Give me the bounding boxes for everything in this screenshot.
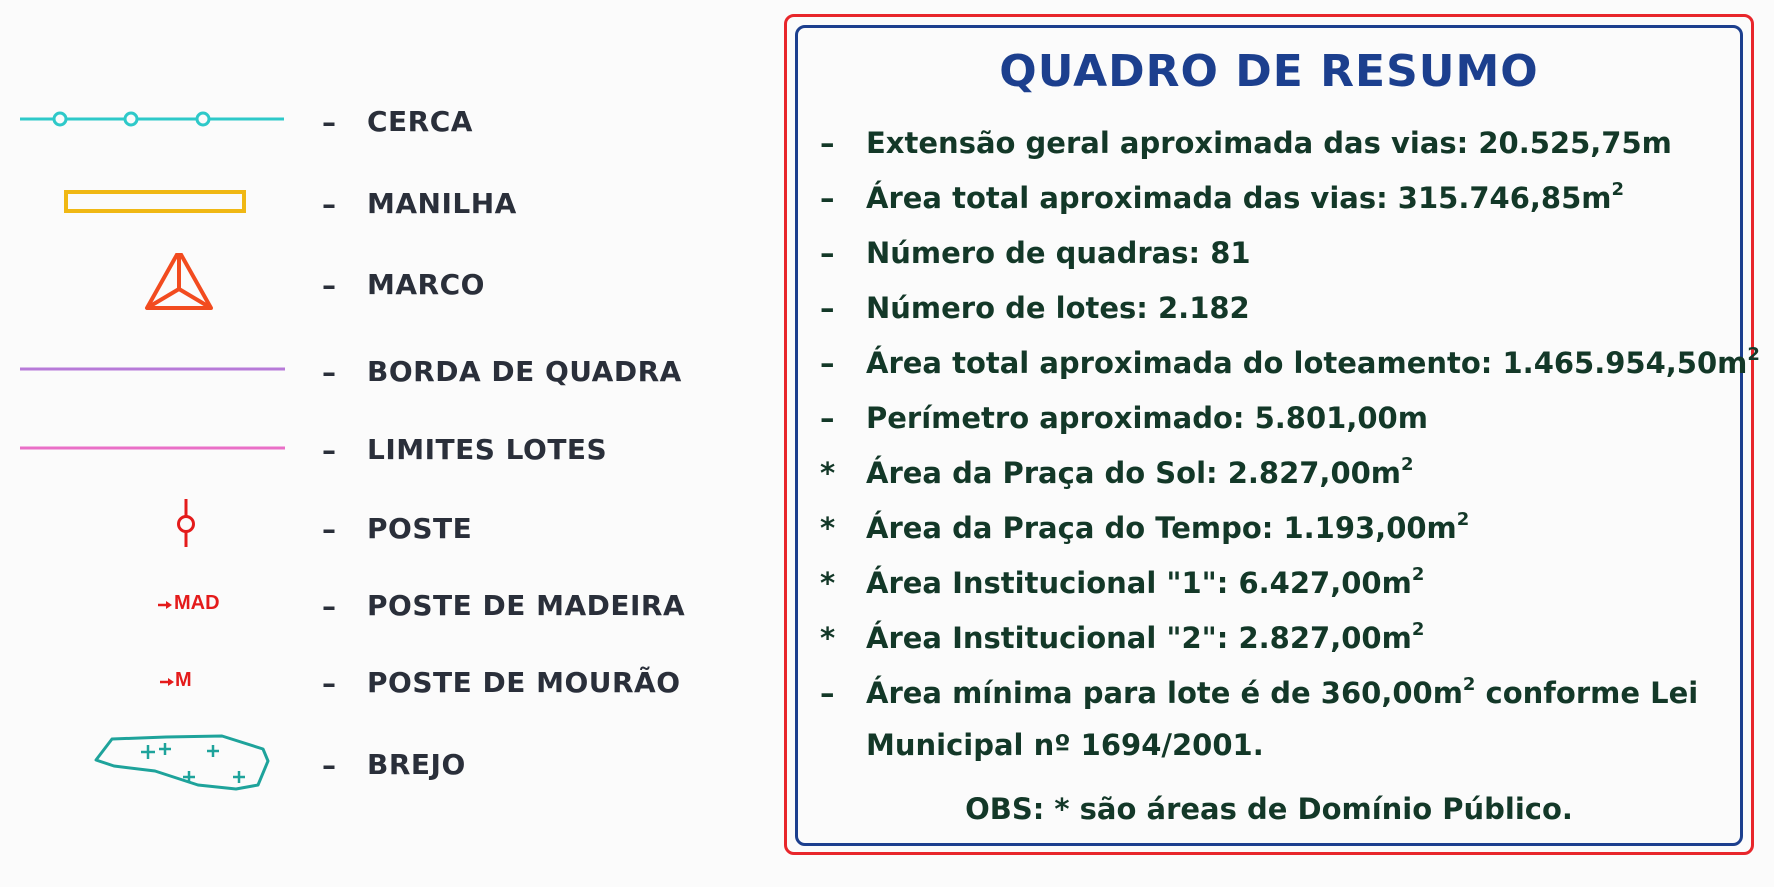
legend-item-manilha <box>0 172 760 232</box>
summary-item-text: Área da Praça do Tempo: 1.193,00m <box>866 511 1457 545</box>
summary-bullet: * <box>820 511 836 545</box>
summary-item-text: Área total aproximada do loteamento: 1.465.954,50m <box>866 346 1748 380</box>
legend-item-poste-de-mourao <box>0 651 760 711</box>
summary-item-text: Área Institucional "1": 6.427,00m <box>866 566 1412 600</box>
legend <box>0 0 760 887</box>
legend-separator: – <box>322 590 336 623</box>
legend-label: POSTE <box>367 512 473 545</box>
legend-separator: – <box>322 106 336 139</box>
summary-item-text: Número de quadras: 81 <box>866 236 1251 270</box>
legend-label: POSTE DE MOURÃO <box>367 666 681 699</box>
legend-label: CERCA <box>367 105 473 138</box>
legend-item-brejo <box>0 733 760 793</box>
wood-pole-symbol-text: MAD <box>174 592 220 614</box>
wood-pole-icon <box>0 574 310 634</box>
summary-item-text: Área da Praça do Sol: 2.827,00m <box>866 456 1402 490</box>
legend-label: BORDA DE QUADRA <box>367 355 682 388</box>
post-symbol-text: M <box>175 669 192 691</box>
superscript: 2 <box>1411 564 1425 585</box>
superscript: 2 <box>1611 179 1625 200</box>
summary-item-text: Número de lotes: 2.182 <box>866 291 1250 325</box>
legend-item-cerca <box>0 90 760 150</box>
summary-item-text-cont: conforme Lei Municipal nº 1694/2001. <box>866 676 1699 762</box>
legend-separator: – <box>322 667 336 700</box>
summary-bullet: – <box>820 676 835 710</box>
summary-item-text: Área Institucional "2": 2.827,00m <box>866 621 1412 655</box>
summary-bullet: – <box>820 401 835 435</box>
pipe-rectangle-icon <box>0 172 310 232</box>
superscript: 2 <box>1462 674 1476 695</box>
legend-item-marco <box>0 253 760 313</box>
legend-separator: – <box>322 269 336 302</box>
summary-item-text: Extensão geral aproximada das vias: 20.525,75m <box>866 126 1672 160</box>
summary-bullet: – <box>820 236 835 270</box>
summary-bullet: * <box>820 566 836 600</box>
summary-item-text: Área mínima para lote é de 360,00m <box>866 676 1463 710</box>
summary-bullet: * <box>820 621 836 655</box>
summary-bullet: – <box>820 181 835 215</box>
legend-item-borda-de-quadra <box>0 340 760 400</box>
superscript: 2 <box>1401 454 1414 475</box>
legend-separator: – <box>322 513 336 546</box>
lot-limit-line-icon <box>0 418 310 478</box>
summary-bullet: * <box>820 456 836 490</box>
superscript: 2 <box>1747 344 1760 365</box>
legend-label: POSTE DE MADEIRA <box>367 589 686 622</box>
legend-label: MANILHA <box>367 187 517 220</box>
summary-bullet: – <box>820 291 835 325</box>
observation-note: OBS: * são áreas de Domínio Público. <box>965 792 1573 826</box>
legend-label: LIMITES LOTES <box>367 433 608 466</box>
superscript: 2 <box>1456 509 1470 530</box>
superscript: 2 <box>1411 619 1425 640</box>
legend-label: BREJO <box>367 748 466 781</box>
pole-icon <box>0 497 310 557</box>
marker-triangle-icon <box>0 253 310 313</box>
summary-bullet: – <box>820 126 835 160</box>
summary-title: QUADRO DE RESUMO <box>999 46 1539 97</box>
summary-item-text: Perímetro aproximado: 5.801,00m <box>866 401 1428 435</box>
legend-item-limites-lotes <box>0 418 760 478</box>
legend-item-poste <box>0 497 760 557</box>
summary-item-text: Área total aproximada das vias: 315.746,85m <box>866 181 1612 215</box>
swamp-area-icon <box>0 733 310 793</box>
legend-separator: – <box>322 188 336 221</box>
block-edge-line-icon <box>0 340 310 400</box>
legend-separator: – <box>322 434 336 467</box>
legend-separator: – <box>322 749 336 782</box>
legend-label: MARCO <box>367 268 485 301</box>
legend-item-poste-de-madeira <box>0 574 760 634</box>
fence-line-icon <box>0 90 310 150</box>
summary-bullet: – <box>820 346 835 380</box>
post-icon <box>0 651 310 711</box>
legend-separator: – <box>322 356 336 389</box>
